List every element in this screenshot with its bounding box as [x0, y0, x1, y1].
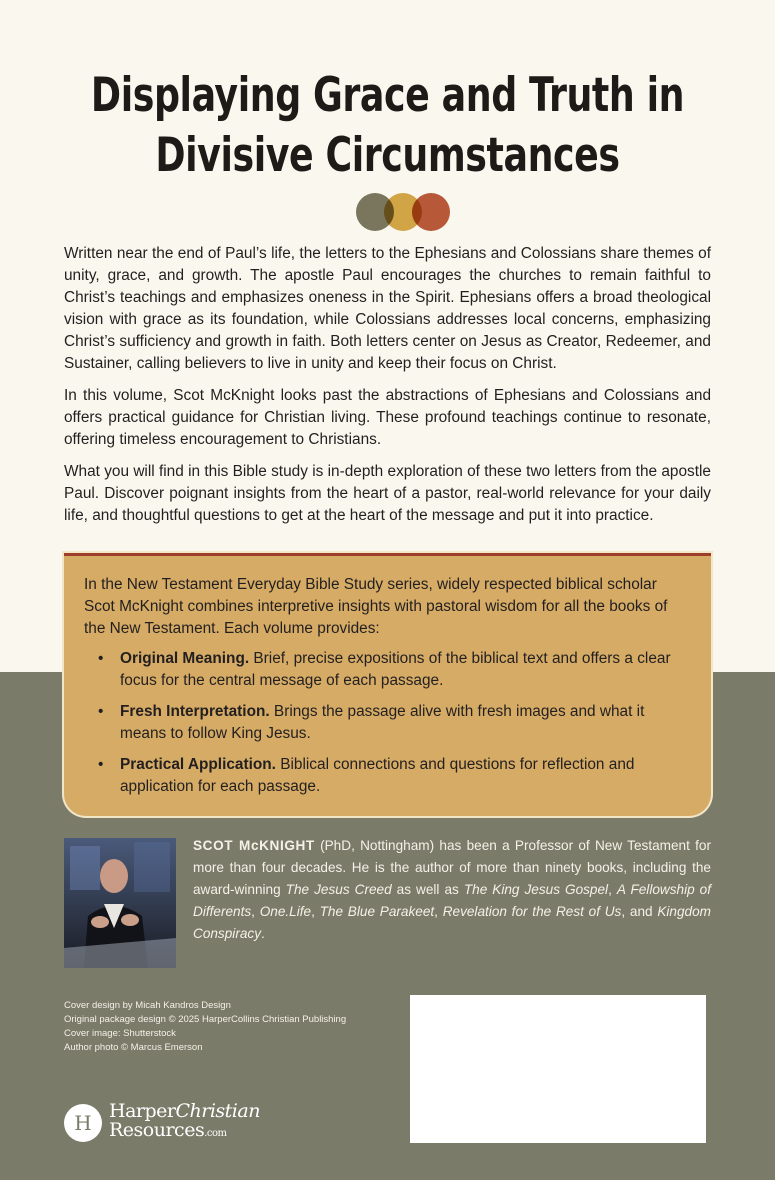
feature-text: Biblical connections and questions for reflection and application for each passage. [120, 756, 635, 795]
bio-text: , [434, 904, 443, 919]
logo-resources: Resources [109, 1119, 205, 1141]
title-line-2: Divisive Circumstances [155, 128, 620, 183]
bullet: • [98, 703, 104, 720]
feature-term: Fresh Interpretation. [120, 703, 270, 720]
feature-term: Practical Application. [120, 756, 276, 773]
feature-term: Original Meaning. [120, 650, 250, 667]
feature-text: Brief, precise expositions of the biblical text and offers a clear focus for the central message of each passage. [120, 650, 671, 689]
series-lead: In the New Testament Everyday Bible Study series, widely respected biblical scholar Scot McKnight combines interpretive insights with pastoral wisdom for all the books of the New Testament. Each volume provides: [84, 576, 668, 637]
book-title: A Fellowship of Differents [193, 882, 712, 919]
logo-christian: Christian [175, 1100, 260, 1122]
page-title [54, 66, 721, 186]
logo-harper: Harper [109, 1100, 176, 1122]
rust-circle [412, 193, 450, 231]
bio-text: , [251, 904, 260, 919]
credits [64, 999, 346, 1055]
intro-paragraph-1: Written near the end of Paul’s life, the letters to the Ephesians and Colossians share themes of unity, grace, and growth. The apostle Paul encourages the churches to remain faithful to Christ’s teachings and emphasizes oneness in the Spirit. Ephesians offers a broad theological vision with grace as its foundation, while Colossians addresses local concerns, emphasizing Christ’s sufficiency and growth in faith. Both letters center on Jesus as Creator, Redeemer, and Sustainer, calling believers to live in unity and keep their focus on Christ. [64, 245, 711, 372]
bio-text: (PhD, Nottingham) has been a Professor of New Testament for more than four decades. He is the author of more than ninety books, including the award-winning [193, 838, 712, 897]
three-circles-ornament [356, 193, 450, 231]
book-title: The Blue Parakeet [319, 904, 435, 919]
author-bio [193, 835, 711, 945]
feature-item [84, 701, 691, 745]
intro-paragraph-2: In this volume, Scot McKnight looks past the abstractions of Ephesians and Colossians and offers practical guidance for Christian living. These profound teachings continue to resonate, offering timeless encouragement to Christians. [64, 387, 711, 448]
book-title: One.Life [259, 904, 312, 919]
intro-paragraph-3: What you will find in this Bible study is in-depth exploration of these two letters from the apostle Paul. Discover poignant insights from the heart of a pastor, real-world relevance for your daily life, and thoughtful questions to get at the heart of the message and put it into practice. [64, 463, 711, 524]
bio-text: . [261, 926, 265, 941]
credit-line: Cover image: Shutterstock [64, 1028, 176, 1039]
publisher-logo-text [109, 1102, 260, 1143]
bio-text: , [608, 882, 617, 897]
logo-dotcom: .com [204, 1128, 227, 1139]
bio-text: as well as [391, 882, 464, 897]
logo-mark-letter: H [74, 1111, 92, 1135]
publisher-mark-icon [64, 1104, 102, 1142]
book-title: The King Jesus Gospel [463, 882, 609, 897]
author-photo [64, 838, 176, 968]
credit-line: Original package design © 2025 HarperCollins Christian Publishing [64, 1014, 347, 1025]
book-title: The Jesus Creed [285, 882, 392, 897]
book-title: Revelation for the Rest of Us [442, 904, 622, 919]
bio-text: , [311, 904, 320, 919]
intro-text [64, 243, 711, 537]
bio-text: , and [621, 904, 658, 919]
publisher-logo-mark [64, 1104, 102, 1142]
title-line-1: Displaying Grace and Truth in [90, 68, 685, 123]
bullet: • [98, 650, 104, 667]
credit-line: Author photo © Marcus Emerson [64, 1042, 203, 1053]
author-name: SCOT McKNIGHT [193, 838, 315, 853]
book-title: Kingdom Conspiracy [193, 904, 711, 941]
feature-item [84, 754, 691, 798]
bullet: • [98, 756, 104, 773]
feature-text: Brings the passage alive with fresh images and what it means to follow King Jesus. [120, 703, 645, 742]
publisher-logo [64, 1102, 284, 1144]
credit-line: Cover design by Micah Kandros Design [64, 1000, 231, 1011]
barcode-area [410, 995, 706, 1143]
feature-item [84, 648, 691, 692]
author-photo-illustration [64, 838, 176, 968]
series-info-box [64, 553, 711, 816]
features-list [84, 648, 691, 798]
